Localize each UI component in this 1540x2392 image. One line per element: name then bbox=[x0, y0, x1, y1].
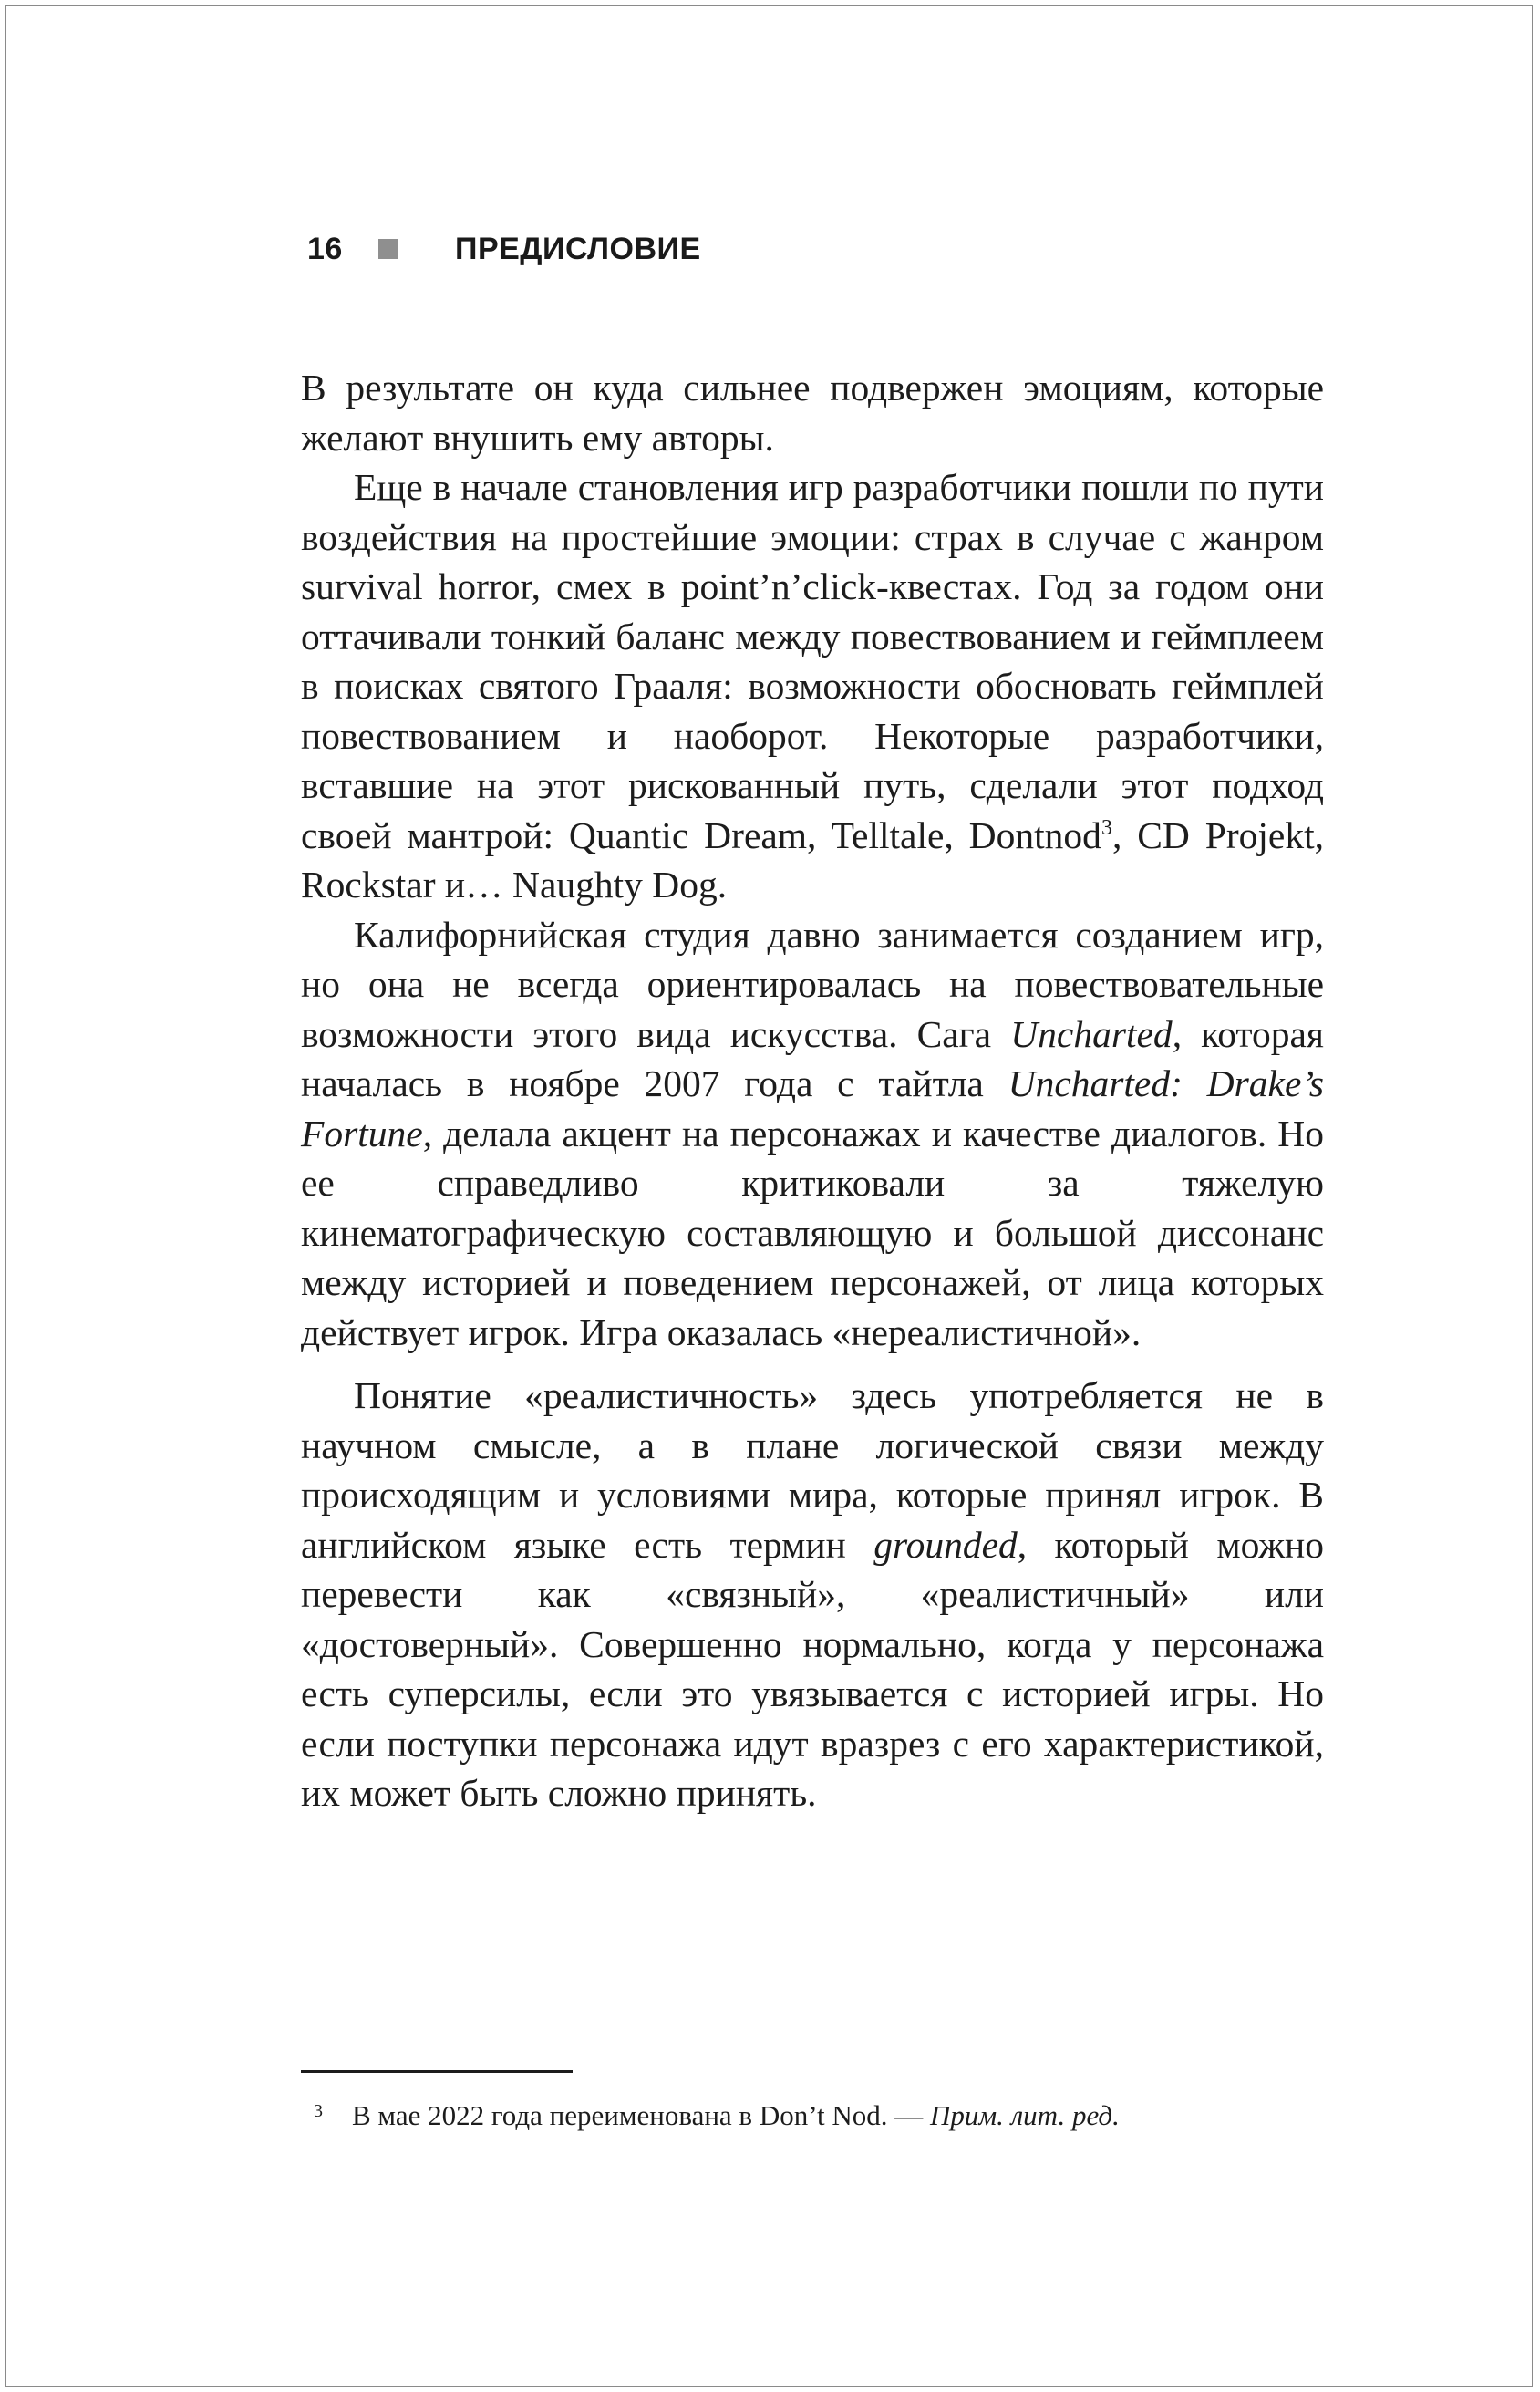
body-text bbox=[301, 363, 1324, 1818]
paragraph-4-text-b: , который можно перевести как «связный», «реалистичный» или «достоверный». Совершенно нормально, когда у персонажа есть суперсилы, если это увязывается с историей игры. Но если поступки персонажа идут вразрез с его характеристикой, их может быть сложно принять. bbox=[301, 1523, 1324, 1814]
footnote-editor-note: Прим. лит. ред. bbox=[929, 2099, 1120, 2131]
term-grounded: grounded bbox=[873, 1523, 1018, 1566]
footnote bbox=[301, 2093, 1324, 2134]
running-head bbox=[307, 225, 701, 273]
page-number: 16 bbox=[307, 231, 343, 266]
footnote-divider bbox=[301, 2070, 573, 2073]
footnote-text: В мае 2022 года переименована в Don’t Nod. — bbox=[352, 2099, 930, 2131]
paragraph-3 bbox=[301, 910, 1324, 1358]
paragraph-2 bbox=[301, 462, 1324, 910]
title-drakes-fortune: Uncharted: Drake’s Fortune bbox=[301, 1062, 1324, 1155]
paragraph-3-text-b: , которая началась в ноябре 2007 года с тайтла bbox=[301, 1012, 1324, 1104]
section-title: ПРЕДИСЛОВИЕ bbox=[455, 231, 701, 266]
paragraph-1-text: В результате он куда сильнее подвержен эмоциям, которые желают внушить ему авторы. bbox=[301, 367, 1324, 459]
paragraph-1 bbox=[301, 363, 1324, 462]
footnote-number: 3 bbox=[314, 2101, 323, 2121]
paragraph-4-text-a: Понятие «реалистичность» здесь употребляется не в научном смысле, а в плане логической связи между происходящим и условиями мира, которые принял игрок. В английском языке есть термин bbox=[301, 1374, 1324, 1566]
paragraph-3-text-c: , делала акцент на персонажах и качестве диалогов. Но ее справедливо критиковали за тяжелую кинематографическую составляющую и большой диссонанс между историей и поведением персонажей, от лица которых действует игрок. Игра оказалась «нереалистичной». bbox=[301, 1112, 1324, 1353]
paragraph-2-text-a: Еще в начале становления игр разработчики пошли по пути воздействия на простейшие эмоции: страх в случае с жанром survival horror, смех в point’n’click-квестах. Год за годом они оттачивали тонкий баланс между повествованием и геймплеем в поисках святого Грааля: возможности обосновать геймплей повествованием и наоборот. Некоторые разработчики, вставшие на этот рискованный путь, сделали этот подход своей мантрой: Quantic Dream, Telltale, Dontnod bbox=[301, 466, 1324, 856]
square-marker-icon bbox=[378, 239, 398, 259]
footnote-reference[interactable]: 3 bbox=[1101, 815, 1112, 840]
paragraph-3-text-a: Калифорнийская студия давно занимается созданием игр, но она не всегда ориентировалась на повествовательные возможности этого вида искусства. Сага bbox=[301, 913, 1324, 1055]
title-uncharted: Uncharted bbox=[1010, 1012, 1173, 1055]
paragraph-2-text-b: , CD Projekt, Rockstar и… Naughty Dog. bbox=[301, 813, 1325, 906]
paragraph-4 bbox=[301, 1371, 1324, 1818]
